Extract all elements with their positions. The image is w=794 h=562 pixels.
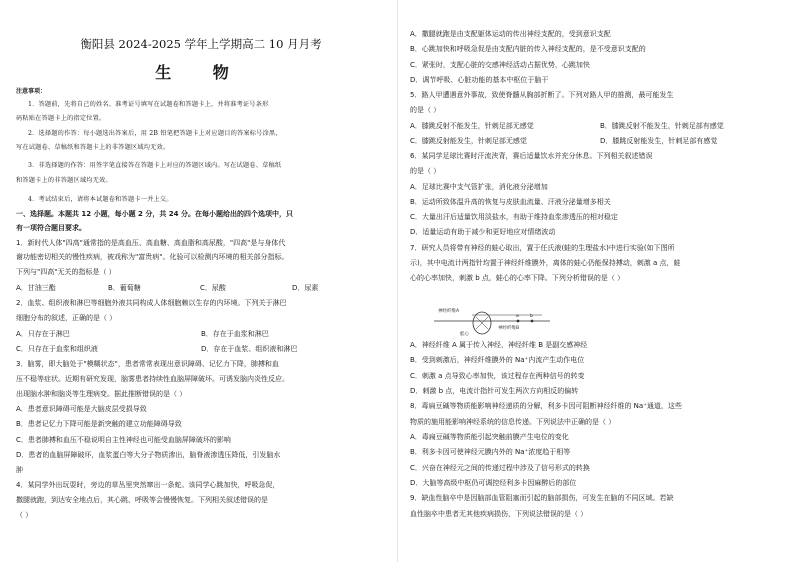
- option-c: C．患者肺搏和血压不稳说明自主性神经也可能受血脑屏障破坏的影响: [16, 436, 231, 444]
- option-d: D．适量运动有助于减少和更好地应对情绪波动: [410, 228, 556, 236]
- notice-line: 码粘贴在答题卡上的指定位置。: [16, 115, 106, 122]
- notice-line: 和答题卡上的非答题区域均无效。: [16, 177, 112, 184]
- option-b: B．心跳加快和呼吸急促是由支配内脏的传入神经支配的，是不受意识支配的: [410, 45, 646, 53]
- option-d: D．大脑等高级中枢仍可调控经利多卡因麻醉后的部位: [410, 479, 577, 487]
- option-a: A．神经纤维 A 属于传入神经，神经纤维 B 是副交感神经: [410, 341, 588, 349]
- question-text: 的是（ ）: [410, 106, 441, 114]
- option-a: A．膝跳反射不能发生，针刺足部无感觉: [410, 122, 534, 130]
- question-1: 1．新时代人体"四高"通常指的是高血压、高血糖、高血脂和高尿酸，"四高"是与身体代: [16, 239, 286, 247]
- exam-title: 衡阳县 2024-2025 学年上学期高二 10 月月考: [80, 37, 322, 51]
- option-d: D．患者的血脑屏障破坏，血浆蛋白等大分子物质渗出，脑脊液渗透压降低，引发脑水: [16, 451, 281, 459]
- question-text: 细胞分布的叙述，正确的是（ ）: [16, 314, 117, 322]
- question-4: 4．某同学外出玩耍时，旁边的草丛里突然窜出一条蛇。该同学心跳加快，呼吸急促，: [16, 481, 280, 489]
- q2-options-row1: [16, 330, 386, 339]
- option-b: B．患者记忆力下降可能是新突触的建立功能障碍导致: [16, 420, 182, 428]
- column-divider: [397, 0, 398, 562]
- question-text: 的是（ ）: [410, 167, 441, 175]
- question-text: 血性脑卒中患者无其他疾病损伤，下列说法错误的是（ ）: [410, 510, 588, 518]
- option-d: D．尿素: [292, 284, 319, 292]
- option-c: C．兴奋在神经元之间的传递过程中涉及了信号形式的转换: [410, 464, 590, 472]
- option-c: C．尿酸: [200, 284, 226, 292]
- label-heart: 蛙心: [460, 332, 469, 337]
- subject-title: 生 物: [155, 63, 247, 82]
- option-a: A．甘油三酯: [16, 284, 56, 292]
- question-9: 9．缺血性脑卒中是因脑部血管阻塞而引起的脑部损伤，可发生在脑的不同区域。若缺: [410, 494, 674, 502]
- option-d-cont: 肿: [16, 466, 23, 474]
- point-a-marker: [517, 320, 520, 323]
- question-2: 2．血浆、组织液和淋巴等细胞外液共同构成人体细胞赖以生存的内环境。下列关于淋巴: [16, 299, 287, 307]
- section-heading: 有一项符合题目要求。: [16, 224, 86, 232]
- heart-hatch: [476, 317, 488, 329]
- option-c: C．大量出汗后适量饮用淡盐水，有助于维持血浆渗透压的相对稳定: [410, 213, 618, 221]
- label-fiber-a: 神经纤维A: [438, 309, 460, 314]
- question-text: 压不稳等症状。近期有研究发现，脑雾患者持续性血脑屏障破坏。可诱发脑内炎性反应。: [16, 375, 289, 383]
- option-a: A．患者意识障碍可能是大脑皮层受损导致: [16, 405, 147, 413]
- question-5: 5．路人甲遭遇意外事故，致使脊髓从胸部折断了。下列对路人甲的推测，最可能发生: [410, 91, 674, 99]
- notice-line: 3．非选择题的作答：用签字笔直接答在答题卡上对应的答题区域内。写在试题卷、草稿纸: [28, 162, 282, 169]
- question-text: （ ）: [16, 511, 33, 519]
- option-c: C．只存在于血浆和组织液: [16, 345, 98, 353]
- notice-line: 2．选择题的作答：每小题选出答案后，用 2B 铅笔把答题卡上对应题目的答案标号涂黑，: [28, 130, 282, 137]
- option-b: B．葡萄糖: [108, 284, 141, 292]
- q2-options-row2: [16, 345, 386, 354]
- question-text: 示)，其中电流计两指针均置于神经纤维膜外，离体的蛙心仍能保持搏动，刺激 a 点，蛙: [410, 259, 681, 267]
- question-text: 撒腿就跑，到达安全地点后，其心跳、呼吸等会慢慢恢复。下列相关叙述错误的是: [16, 496, 268, 504]
- label-point-b: b: [530, 314, 533, 319]
- label-fiber-b: 神经纤维B: [498, 326, 520, 331]
- option-d: D．膝跳反射能发生，针刺足部有感觉: [600, 137, 718, 145]
- q1-options: [16, 284, 386, 293]
- question-3: 3．脑雾，即大脑处于"模糊状态"，患者常常表现出意识障碍、记忆力下降，肺搏和血: [16, 360, 279, 368]
- question-text: 谢功能密切相关的慢性疾病，被戏称为"富贵病"。化验可以检测内环境的相关部分指标。: [16, 253, 289, 261]
- option-b: B．受到刺激后，神经纤维膜外的 Na⁺内流产生动作电位: [410, 356, 585, 364]
- point-b-marker: [531, 320, 534, 323]
- option-b: B．利多卡因可使神经元膜内外的 Na⁺浓度趋于相等: [410, 448, 571, 456]
- option-d: D．刺激 b 点，电流计指针可发生两次方向相反的偏转: [410, 387, 579, 395]
- option-d: D．调节呼吸、心脏功能的基本中枢位于脑干: [410, 76, 549, 84]
- option-d: D．存在于血浆、组织液和淋巴: [201, 345, 298, 353]
- frog-heart-diagram: [432, 303, 552, 337]
- option-a: A．足球比赛中支气管扩张，消化液分泌增加: [410, 183, 548, 191]
- question-text: 下列与"四高"无关的指标是（ ）: [16, 268, 116, 276]
- notice-heading: 注意事项：: [16, 88, 47, 95]
- question-8: 8．毒扁豆碱等物质能影响神经递质的分解，利多卡因可阻断神经纤维的 Na⁺通道，这些: [410, 402, 682, 410]
- option-b: B．存在于血浆和淋巴: [201, 330, 269, 338]
- question-text: 出现脑水肿和脑炎等生理病变。据此推断错误的是（ ）: [16, 390, 187, 398]
- notice-line: 1．答题前，先将自己的姓名、准考证号填写在试题卷和答题卡上，并将准考证号条形: [28, 101, 269, 108]
- option-c: C．刺激 a 点导致心率加快，该过程存在两种信号的转变: [410, 372, 585, 380]
- question-6: 6．某同学足球比赛时汗流浃背，赛后适量饮水并充分休息。下列相关叙述错误: [410, 152, 653, 160]
- question-text: 心的心率加快，刺激 b 点，蛙心的心率下降。下列分析错误的是（ ）: [410, 274, 625, 282]
- option-b: B．运动所致体温升高的恢复与皮肤血流量、汗液分泌量增多相关: [410, 198, 611, 206]
- notice-line: 4．考试结束后，请将本试题卷和答题卡一并上交。: [28, 196, 173, 203]
- question-text: 物质的施用能影响神经系统的信息传递。下列说法中正确的是（ ）: [410, 418, 616, 426]
- option-a: A．毒扁豆碱等物质能引起突触前膜产生电位的变化: [410, 433, 569, 441]
- option-b: B．膝跳反射不能发生，针刺足部有感觉: [600, 122, 724, 130]
- option-a: A．撒腿就跑是由支配躯体运动的传出神经支配的，受到意识支配: [410, 30, 611, 38]
- option-c: C．膝跳反射能发生，针刺足部无感觉: [410, 137, 527, 145]
- question-7: 7．研究人员将带有神经的蛙心取出，置于任氏液(蛙的生理盐水)中进行实验(如下图所: [410, 244, 675, 252]
- option-a: A．只存在于淋巴: [16, 330, 70, 338]
- section-heading: 一、选择题。本题共 12 小题，每小题 2 分，共 24 分。在每小题给出的四个选项中，只: [16, 210, 293, 218]
- notice-line: 写在试题卷、草稿纸和答题卡上的非答题区域均无效。: [16, 144, 170, 151]
- option-c: C．紧张时，支配心脏的交感神经活动占据优势，心跳加快: [410, 61, 590, 69]
- label-point-a: a: [516, 314, 519, 319]
